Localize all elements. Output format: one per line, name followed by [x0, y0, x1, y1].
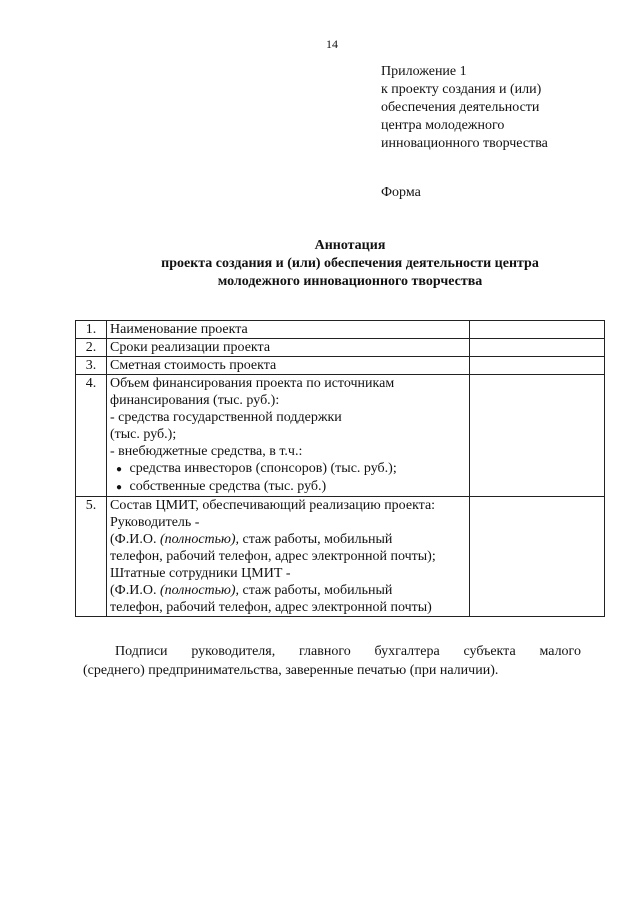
signatures-note [83, 642, 581, 680]
signature-word: руководителя, [191, 644, 276, 659]
form-label: Форма [381, 185, 421, 200]
row-label [107, 339, 470, 357]
row-label-line: Руководитель - [110, 515, 200, 530]
signature-word: бухгалтера [374, 644, 440, 659]
signature-word: Подписи [115, 644, 168, 659]
table-row [76, 497, 605, 617]
document-subtitle-line-1: проекта создания и (или) обеспечения деятельности центра [161, 256, 539, 271]
row-label-line: телефон, рабочий телефон, адрес электронной почты) [110, 600, 432, 615]
row-label-line: Сроки реализации проекта [110, 340, 271, 355]
row-value-cell [470, 357, 605, 375]
bullet-icon: ● [115, 464, 123, 475]
document-subtitle-line-2: молодежного инновационного творчества [217, 274, 483, 289]
row-label-line: Сметная стоимость проекта [110, 358, 277, 373]
row-number: 1. [76, 321, 107, 339]
row-label-line [110, 531, 466, 548]
signatures-line-1 [83, 642, 581, 661]
row-number: 2. [76, 339, 107, 357]
text-span: стаж работы, мобильный [239, 532, 393, 547]
appendix-line: к проекту создания и (или) [381, 82, 542, 97]
bullet-item [110, 460, 466, 478]
row-label-line: телефон, рабочий телефон, адрес электронной почты); [110, 549, 436, 564]
signatures-line-2: (среднего) предпринимательства, заверенные печатью (при наличии). [83, 663, 499, 678]
page-number: 14 [326, 37, 338, 51]
italic-text: (полностью), [159, 532, 240, 547]
row-label-line [110, 582, 466, 599]
row-label [107, 321, 470, 339]
row-value-cell [470, 339, 605, 357]
table-row [76, 357, 605, 375]
row-label-line: Объем финансирования проекта по источникам [110, 376, 395, 391]
bullet-text: собственные средства (тыс. руб.) [129, 479, 327, 494]
row-label [107, 497, 470, 617]
appendix-line: Приложение 1 [381, 64, 467, 79]
row-number: 5. [76, 497, 107, 617]
row-label-line: Штатные сотрудники ЦМИТ - [110, 566, 291, 581]
table-row [76, 375, 605, 497]
row-label [107, 375, 470, 497]
appendix-line: центра молодежного [381, 118, 505, 133]
appendix-header [381, 63, 621, 153]
row-label-line: Наименование проекта [110, 322, 248, 337]
annotation-table [75, 320, 605, 617]
bullet-item [110, 478, 466, 496]
row-value-cell [470, 321, 605, 339]
bullet-text: средства инвесторов (спонсоров) (тыс. руб.); [129, 461, 397, 476]
appendix-line: обеспечения деятельности [381, 100, 540, 115]
row-value-cell [470, 497, 605, 617]
signature-word: субъекта [463, 644, 516, 659]
row-label-line: - средства государственной поддержки [110, 410, 342, 425]
row-label-line: (тыс. руб.); [110, 427, 177, 442]
signature-word: главного [298, 644, 351, 659]
text-span: (Ф.И.О. [110, 532, 160, 547]
row-value-cell [470, 375, 605, 497]
row-number: 3. [76, 357, 107, 375]
row-label-line: Состав ЦМИТ, обеспечивающий реализацию проекта: [110, 498, 436, 513]
appendix-line: инновационного творчества [381, 136, 548, 151]
row-label-line: - внебюджетные средства, в т.ч.: [110, 444, 303, 459]
document-title: Аннотация [314, 238, 386, 253]
table-row [76, 321, 605, 339]
table-row [76, 339, 605, 357]
italic-text: (полностью), [159, 583, 240, 598]
text-span: стаж работы, мобильный [239, 583, 393, 598]
row-number: 4. [76, 375, 107, 497]
row-label-line: финансирования (тыс. руб.): [110, 393, 280, 408]
bullet-icon: ● [115, 482, 123, 493]
row-label [107, 357, 470, 375]
text-span: (Ф.И.О. [110, 583, 160, 598]
signature-word: малого [539, 644, 581, 659]
